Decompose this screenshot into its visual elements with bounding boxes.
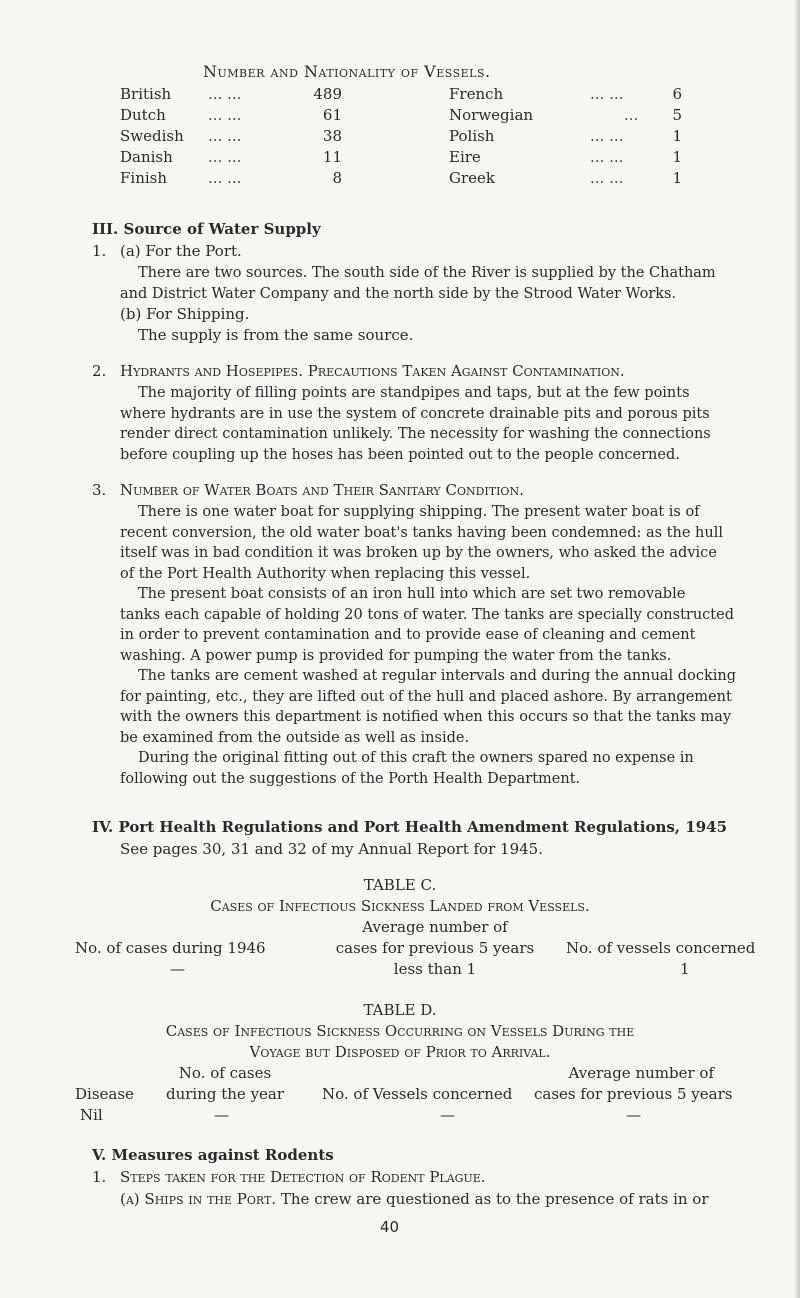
country-name: Danish (120, 148, 173, 166)
country-name: Finish (120, 169, 168, 187)
table-c-cell: — (170, 960, 185, 978)
text-line: before coupling up the hoses has been pointed out to the people concerned. (120, 446, 680, 463)
country-name: French (449, 85, 504, 103)
table-d-cell: — (440, 1106, 455, 1124)
table-d-col-average-line1: Average number of (568, 1064, 714, 1082)
paragraph-hydrants (120, 383, 711, 465)
paragraph-ships-in-port (120, 1189, 709, 1210)
leader-dots: ... ... (208, 127, 242, 145)
country-name: British (120, 85, 172, 103)
page-edge-shadow (794, 0, 800, 1298)
leader-dots: ... (624, 106, 639, 124)
text-line: The present boat consists of an iron hull into which are set two removable (138, 586, 686, 602)
table-d-cell: — (626, 1106, 641, 1124)
table-d-col-vessels: No. of Vessels concerned (322, 1085, 513, 1103)
country-count: 6 (672, 85, 682, 103)
table-c-cell: less than 1 (393, 960, 477, 978)
section-heading-rodents: V. Measures against Rodents (92, 1146, 334, 1164)
text-run: The crew are questioned as to the presence of rats in or (280, 1190, 709, 1208)
table-c-subtitle: Cases of Infectious Sickness Landed from Vessels. (210, 897, 590, 915)
table-c-cell: 1 (680, 960, 690, 978)
section-heading-regulations: IV. Port Health Regulations and Port Health Amendment Regulations, 1945 (92, 818, 728, 836)
text-line: of the Port Health Authority when replacing this vessel. (120, 565, 531, 582)
leader-dots: ... ... (208, 148, 242, 166)
text-line: in order to prevent contamination and to provide ease of cleaning and cement (120, 627, 696, 643)
item-heading-rodent-plague: Steps taken for the Detection of Rodent Plague. (120, 1168, 486, 1186)
item-number: 3. (92, 481, 107, 499)
table-d-subtitle-line2: Voyage but Disposed of Prior to Arrival. (249, 1043, 551, 1061)
text-line: be examined from the outside as well as inside. (120, 729, 470, 746)
text-line: The tanks are cement washed at regular intervals and during the annual docking (138, 668, 736, 684)
leader-dots: ... ... (590, 85, 624, 103)
table-d-title: TABLE D. (363, 1001, 437, 1019)
country-name: Norwegian (449, 106, 534, 124)
table-d-col-disease: Disease (75, 1085, 134, 1103)
sub-heading-ships-in-port: (a) Ships in the Port. (120, 1190, 277, 1208)
item-heading-hydrants: Hydrants and Hosepipes. Precautions Taken Against Contamination. (120, 362, 625, 380)
country-count: 1 (672, 169, 682, 187)
text-line: washing. A power pump is provided for pumping the water from the tanks. (120, 647, 672, 664)
text-line: and District Water Company and the north side by the Strood Water Works. (120, 285, 677, 302)
paragraph-shipping-supply: The supply is from the same source. (138, 326, 414, 344)
country-count: 5 (672, 106, 682, 124)
table-d-col-cases-line2: during the year (165, 1085, 285, 1103)
table-c-title: TABLE C. (363, 876, 437, 894)
text-line: tanks each capable of holding 20 tons of water. The tanks are specially constructed (120, 606, 734, 623)
sub-heading-shipping: (b) For Shipping. (120, 305, 250, 323)
page-number: 40 (380, 1218, 400, 1236)
text-line: recent conversion, the old water boat's tanks having been condemned: as the hull (120, 524, 723, 541)
paragraph-water-boats (120, 502, 736, 789)
text-line: where hydrants are in use the system of concrete drainable pits and porous pits (120, 405, 710, 422)
table-d-col-cases-line1: No. of cases (178, 1064, 272, 1082)
item-number: 1. (92, 242, 107, 260)
text-line: itself was in bad condition it was broken up by the owners, who asked the advice (120, 545, 717, 561)
text-line: following out the suggestions of the Porth Health Department. (120, 770, 581, 787)
leader-dots: ... ... (590, 148, 624, 166)
text-line: There is one water boat for supplying shipping. The present water boat is of (138, 504, 700, 520)
country-count: 1 (672, 148, 682, 166)
country-count: 8 (332, 169, 342, 187)
country-name: Polish (449, 127, 495, 145)
country-count: 38 (322, 127, 342, 145)
table-c-col-cases: No. of cases during 1946 (75, 939, 266, 957)
text-line: The majority of filling points are standpipes and taps, but at the few points (138, 385, 690, 401)
text-line: render direct contamination unlikely. The necessity for washing the connections (120, 426, 711, 442)
sub-heading-port: (a) For the Port. (120, 242, 242, 260)
leader-dots: ... ... (208, 106, 242, 124)
table-d-cell: Nil (80, 1106, 103, 1124)
item-number: 2. (92, 362, 107, 380)
section-heading-water-supply: III. Source of Water Supply (92, 220, 321, 238)
paragraph-water-sources (120, 263, 716, 304)
nationality-title: Number and Nationality of Vessels. (203, 62, 491, 81)
table-c-col-average-line1: Average number of (362, 918, 508, 936)
country-count: 11 (322, 148, 342, 166)
country-name: Dutch (120, 106, 166, 124)
item-number: 1. (92, 1168, 107, 1186)
country-name: Eire (449, 148, 481, 166)
leader-dots: ... ... (208, 169, 242, 187)
table-c-col-average-line2: cases for previous 5 years (335, 939, 535, 957)
country-name: Swedish (120, 127, 184, 145)
item-heading-water-boats: Number of Water Boats and Their Sanitary Condition. (120, 481, 524, 499)
table-d-subtitle-line1: Cases of Infectious Sickness Occurring on Vessels During the (165, 1022, 635, 1040)
country-count: 489 (313, 85, 342, 103)
text-line: There are two sources. The south side of the River is supplied by the Chatham (138, 265, 716, 281)
text-line: with the owners this department is notified when this occurs so that the tanks may (120, 709, 732, 725)
text-line: During the original fitting out of this craft the owners spared no expense in (138, 750, 694, 766)
table-c-col-vessels: No. of vessels concerned (566, 939, 756, 957)
text-line: for painting, etc., they are lifted out of the hull and placed ashore. By arrangement (120, 688, 732, 705)
leader-dots: ... ... (590, 127, 624, 145)
country-count: 61 (322, 106, 342, 124)
table-d-cell: — (214, 1106, 229, 1124)
country-count: 1 (672, 127, 682, 145)
paragraph-regulations: See pages 30, 31 and 32 of my Annual Report for 1945. (120, 840, 543, 858)
country-name: Greek (449, 169, 495, 187)
leader-dots: ... ... (208, 85, 242, 103)
table-d-col-average-line2: cases for previous 5 years (534, 1085, 733, 1103)
leader-dots: ... ... (590, 169, 624, 187)
